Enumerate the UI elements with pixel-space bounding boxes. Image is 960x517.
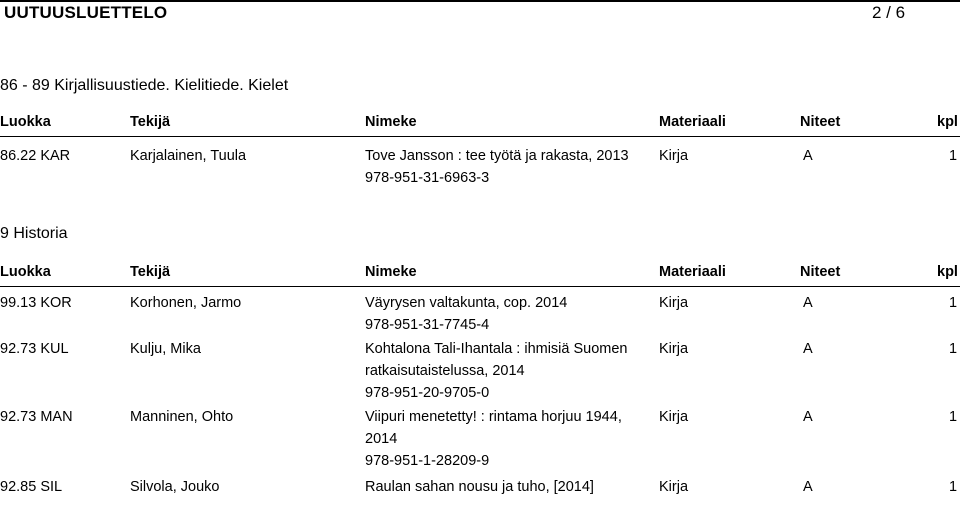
column-header-kpl: kpl	[937, 114, 958, 130]
cell-kpl: 1	[949, 148, 958, 164]
cell-niteet: A	[803, 409, 813, 425]
cell-materiaali: Kirja	[659, 479, 689, 495]
header-divider	[0, 286, 960, 287]
cell-luokka: 92.73 KUL	[0, 341, 69, 357]
cell-nimeke-text: Väyrysen valtakunta, cop. 2014	[365, 295, 568, 311]
cell-materiaali: Kirja	[659, 295, 689, 311]
cell-isbn: 978-951-1-28209-9	[365, 453, 490, 469]
cell-materiaali: Kirja	[659, 341, 689, 357]
cell-isbn: 978-951-31-7745-4	[365, 317, 490, 333]
column-header-kpl: kpl	[937, 264, 958, 280]
cell-nimeke	[365, 338, 650, 404]
header-divider	[0, 136, 960, 137]
top-rule	[0, 0, 960, 2]
column-header-luokka: Luokka	[0, 114, 51, 130]
column-header-niteet: Niteet	[800, 114, 841, 130]
cell-materiaali: Kirja	[659, 148, 689, 164]
cell-nimeke-text: Tove Jansson : tee työtä ja rakasta, 2013	[365, 148, 629, 164]
cell-nimeke	[365, 292, 650, 336]
cell-niteet: A	[803, 295, 813, 311]
cell-isbn: 978-951-31-6963-3	[365, 170, 490, 186]
cell-tekija: Kulju, Mika	[130, 341, 201, 357]
cell-luokka: 99.13 KOR	[0, 295, 72, 311]
cell-kpl: 1	[949, 341, 958, 357]
column-header-row	[0, 114, 960, 134]
cell-nimeke-text: Kohtalona Tali-Ihantala : ihmisiä Suomen ratkaisutaistelussa, 2014	[365, 341, 628, 379]
cell-niteet: A	[803, 479, 813, 495]
column-header-luokka: Luokka	[0, 264, 51, 280]
cell-kpl: 1	[949, 479, 958, 495]
cell-materiaali: Kirja	[659, 409, 689, 425]
document-title: UUTUUSLUETTELO	[4, 3, 168, 22]
column-header-row	[0, 264, 960, 284]
cell-niteet: A	[803, 148, 813, 164]
column-header-nimeke: Nimeke	[365, 264, 417, 280]
cell-nimeke	[365, 145, 650, 189]
column-header-tekija: Tekijä	[130, 114, 171, 130]
page-number: 2 / 6	[872, 3, 906, 22]
column-header-tekija: Tekijä	[130, 264, 171, 280]
cell-niteet: A	[803, 341, 813, 357]
cell-nimeke	[365, 476, 650, 498]
cell-kpl: 1	[949, 409, 958, 425]
section-title: 86 - 89 Kirjallisuustiede. Kielitiede. Kielet	[0, 77, 289, 94]
cell-tekija: Silvola, Jouko	[130, 479, 220, 495]
cell-nimeke-text: Viipuri menetetty! : rintama horjuu 1944, 2014	[365, 409, 622, 447]
cell-luokka: 86.22 KAR	[0, 148, 71, 164]
cell-tekija: Korhonen, Jarmo	[130, 295, 242, 311]
column-header-niteet: Niteet	[800, 264, 841, 280]
column-header-nimeke: Nimeke	[365, 114, 417, 130]
cell-nimeke-text: Raulan sahan nousu ja tuho, [2014]	[365, 479, 594, 495]
cell-nimeke	[365, 406, 650, 472]
cell-tekija: Manninen, Ohto	[130, 409, 234, 425]
cell-luokka: 92.85 SIL	[0, 479, 63, 495]
cell-luokka: 92.73 MAN	[0, 409, 73, 425]
section-title: 9 Historia	[0, 225, 68, 242]
cell-isbn: 978-951-20-9705-0	[365, 385, 490, 401]
cell-kpl: 1	[949, 295, 958, 311]
column-header-materiaali: Materiaali	[659, 114, 726, 130]
cell-tekija: Karjalainen, Tuula	[130, 148, 247, 164]
column-header-materiaali: Materiaali	[659, 264, 726, 280]
